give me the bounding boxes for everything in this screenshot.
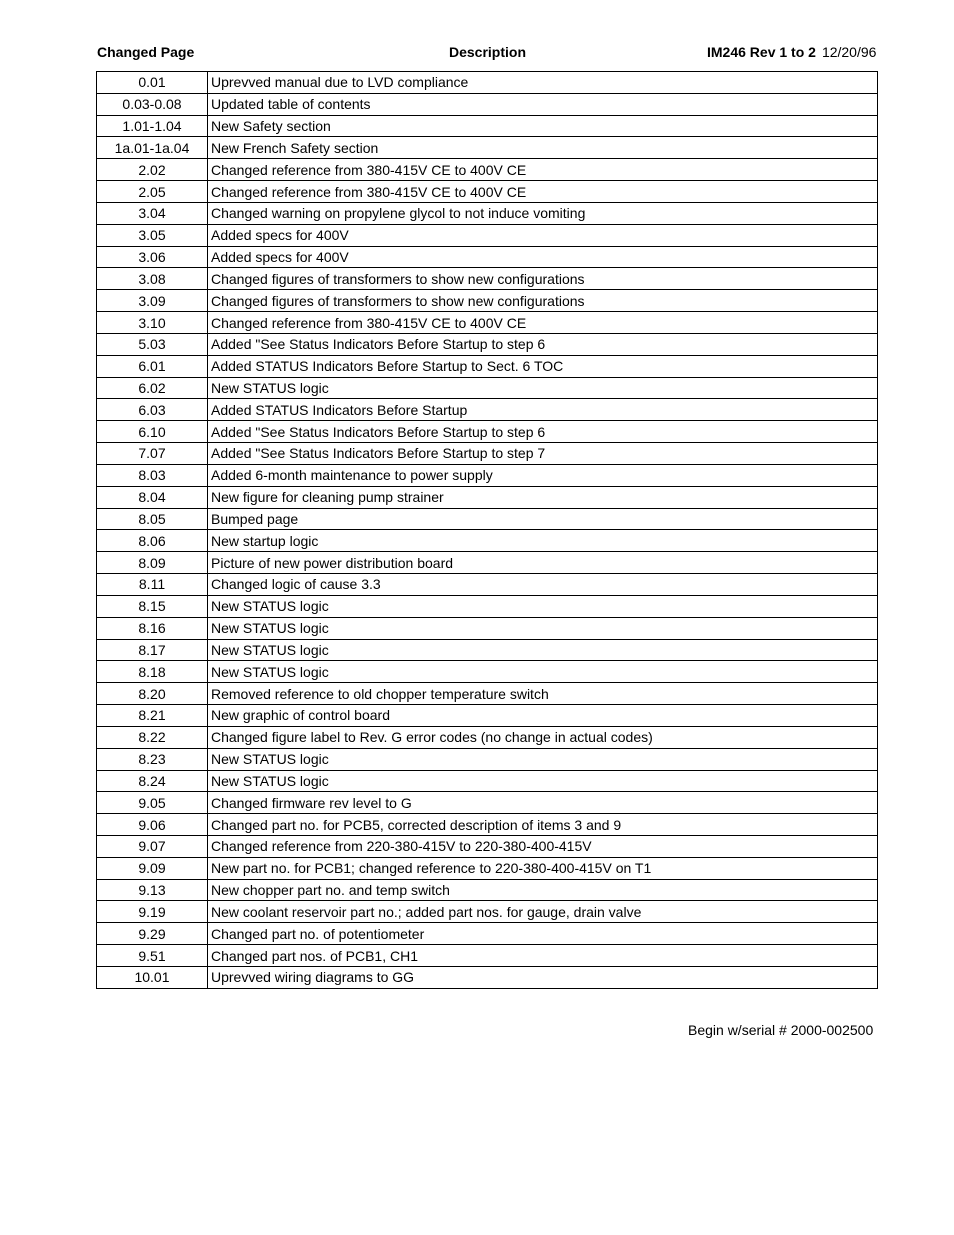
revision-table-body — [97, 72, 878, 989]
description-cell: Changed part no. for PCB5, corrected description of items 3 and 9 — [208, 814, 878, 836]
table-row — [97, 72, 878, 94]
table-row — [97, 137, 878, 159]
changed-page-cell: 10.01 — [97, 966, 208, 988]
table-row — [97, 639, 878, 661]
changed-page-cell: 2.02 — [97, 159, 208, 181]
changed-page-cell: 9.09 — [97, 857, 208, 879]
table-row — [97, 115, 878, 137]
revision-date: 12/20/96 — [821, 44, 877, 60]
changed-page-cell: 1a.01-1a.04 — [97, 137, 208, 159]
changed-page-cell: 3.08 — [97, 268, 208, 290]
description-cell: New STATUS logic — [208, 377, 878, 399]
description-cell: Added "See Status Indicators Before Startup to step 6 — [208, 333, 878, 355]
table-row — [97, 835, 878, 857]
changed-page-cell: 3.05 — [97, 224, 208, 246]
table-row — [97, 530, 878, 552]
table-row — [97, 901, 878, 923]
table-row — [97, 508, 878, 530]
table-row — [97, 312, 878, 334]
table-row — [97, 159, 878, 181]
description-cell: Changed reference from 380-415V CE to 400V CE — [208, 159, 878, 181]
table-row — [97, 617, 878, 639]
changed-page-cell: 9.51 — [97, 945, 208, 967]
changed-page-cell: 9.06 — [97, 814, 208, 836]
description-cell: Removed reference to old chopper temperature switch — [208, 683, 878, 705]
description-cell: Changed logic of cause 3.3 — [208, 574, 878, 596]
description-cell: Added specs for 400V — [208, 246, 878, 268]
changed-page-cell: 8.03 — [97, 464, 208, 486]
description-cell: Changed warning on propylene glycol to not induce vomiting — [208, 202, 878, 224]
table-row — [97, 705, 878, 727]
table-row — [97, 792, 878, 814]
changed-page-cell: 3.09 — [97, 290, 208, 312]
table-row — [97, 814, 878, 836]
description-cell: Uprevved wiring diagrams to GG — [208, 966, 878, 988]
description-cell: Changed reference from 380-415V CE to 400V CE — [208, 312, 878, 334]
description-cell: New STATUS logic — [208, 770, 878, 792]
table-row — [97, 879, 878, 901]
changed-page-cell: 8.20 — [97, 683, 208, 705]
table-row — [97, 595, 878, 617]
changed-page-cell: 3.06 — [97, 246, 208, 268]
table-row — [97, 268, 878, 290]
table-row — [97, 770, 878, 792]
changed-page-cell: 6.03 — [97, 399, 208, 421]
description-cell: Added STATUS Indicators Before Startup to Sect. 6 TOC — [208, 355, 878, 377]
changed-page-cell: 1.01-1.04 — [97, 115, 208, 137]
column-header-changed-page: Changed Page — [97, 44, 195, 60]
description-cell: Added "See Status Indicators Before Startup to step 7 — [208, 443, 878, 465]
description-cell: New figure for cleaning pump strainer — [208, 486, 878, 508]
changed-page-cell: 9.29 — [97, 923, 208, 945]
table-row — [97, 93, 878, 115]
description-cell: Added STATUS Indicators Before Startup — [208, 399, 878, 421]
changed-page-cell: 8.22 — [97, 726, 208, 748]
description-cell: New STATUS logic — [208, 595, 878, 617]
description-cell: Changed part nos. of PCB1, CH1 — [208, 945, 878, 967]
table-row — [97, 464, 878, 486]
description-cell: New Safety section — [208, 115, 878, 137]
table-row — [97, 290, 878, 312]
description-cell: Changed firmware rev level to G — [208, 792, 878, 814]
table-row — [97, 181, 878, 203]
table-row — [97, 748, 878, 770]
table-row — [97, 333, 878, 355]
table-row — [97, 246, 878, 268]
changed-page-cell: 6.10 — [97, 421, 208, 443]
description-cell: New coolant reservoir part no.; added part nos. for gauge, drain valve — [208, 901, 878, 923]
table-row — [97, 486, 878, 508]
description-cell: Changed figures of transformers to show new configurations — [208, 290, 878, 312]
table-row — [97, 661, 878, 683]
table-row — [97, 857, 878, 879]
description-cell: Updated table of contents — [208, 93, 878, 115]
table-row — [97, 443, 878, 465]
description-cell: Uprevved manual due to LVD compliance — [208, 72, 878, 94]
description-cell: New startup logic — [208, 530, 878, 552]
table-row — [97, 377, 878, 399]
revision-label: IM246 Rev 1 to 2 — [707, 44, 816, 60]
revision-table — [96, 71, 878, 989]
table-row — [97, 552, 878, 574]
description-cell: Added specs for 400V — [208, 224, 878, 246]
changed-page-cell: 8.15 — [97, 595, 208, 617]
changed-page-cell: 8.09 — [97, 552, 208, 574]
description-cell: New French Safety section — [208, 137, 878, 159]
changed-page-cell: 0.01 — [97, 72, 208, 94]
column-header-description: Description — [449, 44, 527, 60]
description-cell: New STATUS logic — [208, 748, 878, 770]
changed-page-cell: 3.04 — [97, 202, 208, 224]
table-row — [97, 574, 878, 596]
description-cell: Changed figure label to Rev. G error codes (no change in actual codes) — [208, 726, 878, 748]
description-cell: Changed figures of transformers to show new configurations — [208, 268, 878, 290]
changed-page-cell: 2.05 — [97, 181, 208, 203]
changed-page-cell: 8.05 — [97, 508, 208, 530]
description-cell: Bumped page — [208, 508, 878, 530]
description-cell: New STATUS logic — [208, 617, 878, 639]
table-row — [97, 923, 878, 945]
description-cell: New chopper part no. and temp switch — [208, 879, 878, 901]
changed-page-cell: 8.23 — [97, 748, 208, 770]
changed-page-cell: 6.01 — [97, 355, 208, 377]
table-row — [97, 355, 878, 377]
description-cell: Picture of new power distribution board — [208, 552, 878, 574]
changed-page-cell: 8.24 — [97, 770, 208, 792]
table-row — [97, 945, 878, 967]
serial-note: Begin w/serial # 2000-002500 — [688, 1022, 874, 1038]
description-cell: New part no. for PCB1; changed reference to 220-380-400-415V on T1 — [208, 857, 878, 879]
description-cell: New graphic of control board — [208, 705, 878, 727]
table-row — [97, 399, 878, 421]
table-row — [97, 726, 878, 748]
changed-page-cell: 9.07 — [97, 835, 208, 857]
table-row — [97, 421, 878, 443]
changed-page-cell: 8.16 — [97, 617, 208, 639]
table-row — [97, 966, 878, 988]
table-row — [97, 683, 878, 705]
changed-page-cell: 8.21 — [97, 705, 208, 727]
changed-page-cell: 9.13 — [97, 879, 208, 901]
changed-page-cell: 0.03-0.08 — [97, 93, 208, 115]
changed-page-cell: 5.03 — [97, 333, 208, 355]
changed-page-cell: 6.02 — [97, 377, 208, 399]
description-cell: New STATUS logic — [208, 661, 878, 683]
changed-page-cell: 3.10 — [97, 312, 208, 334]
table-row — [97, 224, 878, 246]
changed-page-cell: 8.18 — [97, 661, 208, 683]
table-row — [97, 202, 878, 224]
description-cell: Changed reference from 380-415V CE to 400V CE — [208, 181, 878, 203]
changed-page-cell: 8.04 — [97, 486, 208, 508]
changed-page-cell: 8.11 — [97, 574, 208, 596]
changed-page-cell: 8.06 — [97, 530, 208, 552]
revision-header — [707, 44, 876, 60]
description-cell: Changed part no. of potentiometer — [208, 923, 878, 945]
changed-page-cell: 8.17 — [97, 639, 208, 661]
changed-page-cell: 9.19 — [97, 901, 208, 923]
description-cell: Added 6-month maintenance to power supply — [208, 464, 878, 486]
changed-page-cell: 7.07 — [97, 443, 208, 465]
changed-page-cell: 9.05 — [97, 792, 208, 814]
description-cell: New STATUS logic — [208, 639, 878, 661]
description-cell: Added "See Status Indicators Before Startup to step 6 — [208, 421, 878, 443]
description-cell: Changed reference from 220-380-415V to 220-380-400-415V — [208, 835, 878, 857]
